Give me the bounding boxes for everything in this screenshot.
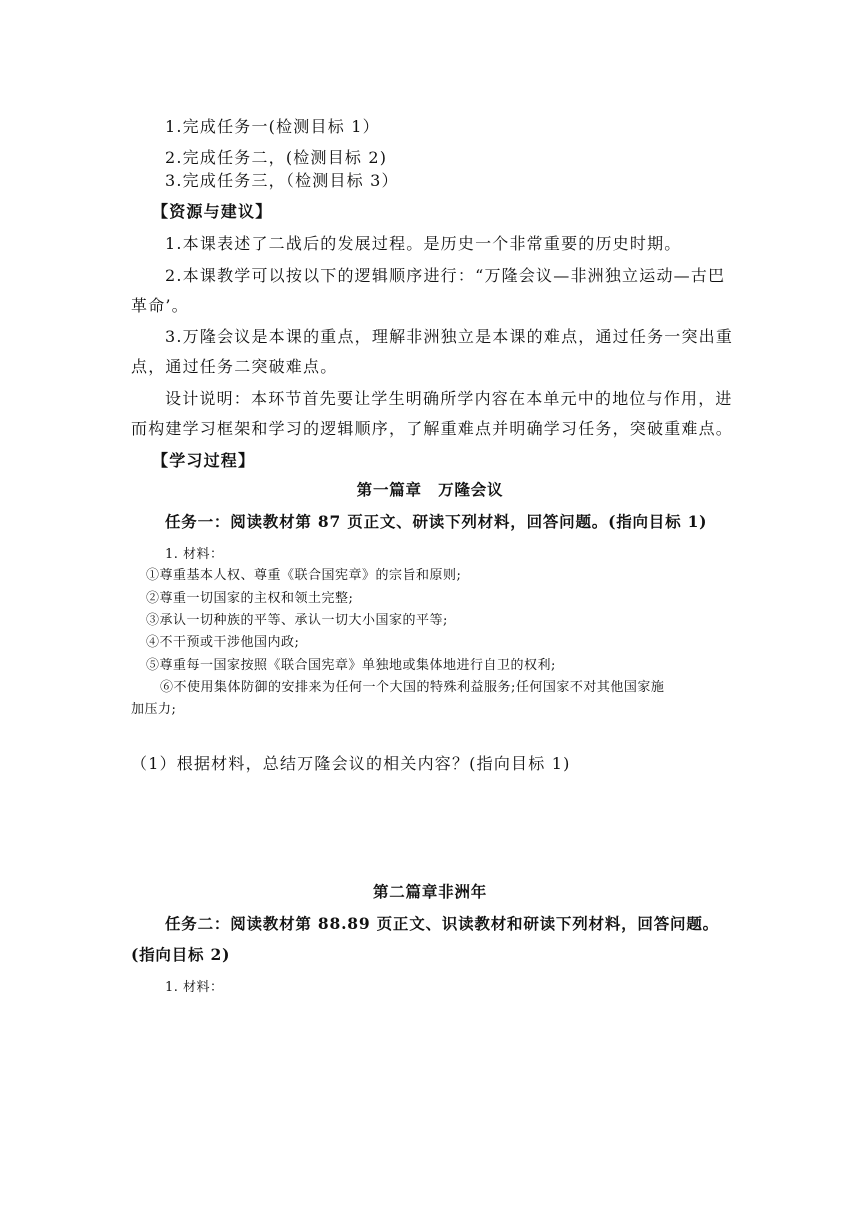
chapter2-title: 第二篇章非洲年 (372, 882, 488, 901)
material-item-3: ③承认一切种族的平等、承认一切大小国家的平等; (146, 613, 448, 628)
task-list-item-3: 3.完成任务三，（检测目标 3） (165, 171, 399, 190)
chapter1-question: （1）根据材料，总结万隆会议的相关内容？(指向目标 1) (131, 754, 571, 773)
resources-line-3: 革命’。 (131, 296, 189, 315)
resources-line-2: 2.本课教学可以按以下的逻辑顺序进行：“万隆会议—非洲独立运动—古巴 (165, 266, 726, 285)
chapter1-material-label: 1. 材料： (165, 547, 224, 562)
resources-line-1: 1.本课表述了二战后的发展过程。是历史一个非常重要的历史时期。 (165, 234, 682, 253)
material-item-5: ⑤尊重每一国家按照《联合国宪章》单独地或集体地进行自卫的权利; (146, 658, 556, 673)
chapter2-task-line-2: (指向目标 2) (131, 945, 231, 964)
task-list-item-2: 2.完成任务二，(检测目标 2) (165, 148, 388, 167)
material-item-4: ④不干预或干涉他国内政; (146, 635, 300, 650)
design-note-line-1: 设计说明：本环节首先要让学生明确所学内容在本单元中的地位与作用，进 (165, 389, 733, 408)
material-item-6-cont: 加压力; (131, 702, 177, 717)
task-list-item-1: 1.完成任务一(检测目标 1） (165, 117, 380, 136)
material-item-6: ⑥不使用集体防御的安排来为任何一个大国的特殊利益服务;任何国家不对其他国家施 (160, 680, 665, 695)
resources-heading: 【资源与建议】 (152, 202, 273, 221)
chapter1-title: 第一篇章 万隆会议 (356, 480, 504, 499)
process-heading: 【学习过程】 (152, 451, 256, 470)
resources-line-5: 点，通过任务二突破难点。 (131, 357, 338, 376)
chapter1-task: 任务一：阅读教材第 87 页正文、研读下列材料，回答问题。(指向目标 1) (165, 512, 708, 531)
chapter2-material-label: 1. 材料： (165, 980, 224, 995)
chapter2-task-line-1: 任务二：阅读教材第 88.89 页正文、识读教材和研读下列材料，回答问题。 (165, 914, 719, 933)
design-note-line-2: 而构建学习框架和学习的逻辑顺序，了解重难点并明确学习任务，突破重难点。 (131, 419, 734, 438)
material-item-2: ②尊重一切国家的主权和领土完整; (146, 591, 354, 606)
material-item-1: ①尊重基本人权、尊重《联合国宪章》的宗旨和原则; (146, 568, 462, 583)
resources-line-4: 3.万隆会议是本课的重点，理解非洲独立是本课的难点，通过任务一突出重 (165, 327, 734, 346)
